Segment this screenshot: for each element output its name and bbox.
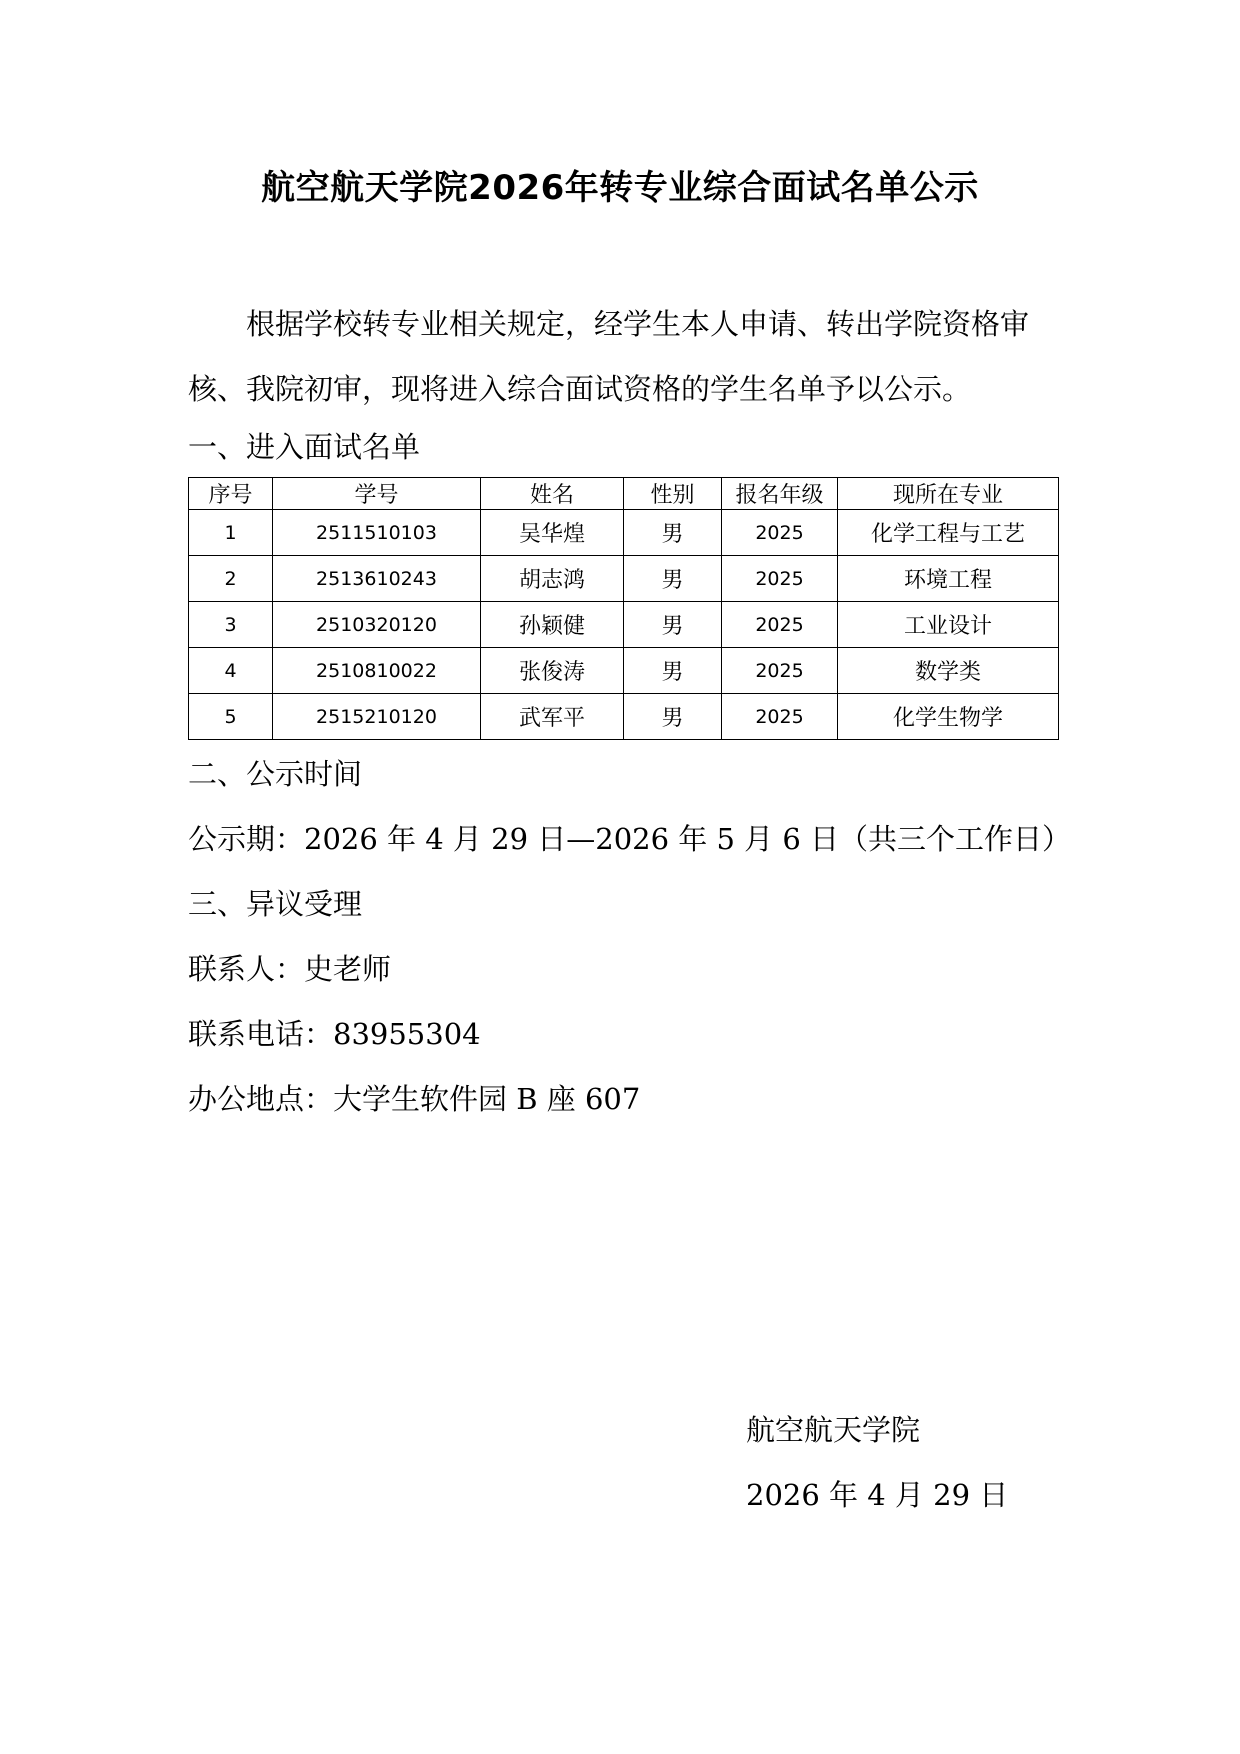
cell-grade: 2025 xyxy=(722,648,838,694)
cell-gender: 男 xyxy=(624,648,722,694)
cell-major: 环境工程 xyxy=(838,556,1059,602)
cell-grade: 2025 xyxy=(722,556,838,602)
cell-name: 孙颖健 xyxy=(481,602,624,648)
table-row xyxy=(189,510,1059,556)
cell-gender: 男 xyxy=(624,510,722,556)
document-title: 航空航天学院2026年转专业综合面试名单公示 xyxy=(261,168,979,208)
intro-paragraph: 根据学校转专业相关规定，经学生本人申请、转出学院资格审核、我院初审，现将进入综合面试资格的学生名单予以公示。 xyxy=(188,307,1030,406)
section3-heading: 三、异议受理 xyxy=(188,887,363,921)
cell-student-id: 2510320120 xyxy=(273,602,481,648)
cell-index: 5 xyxy=(189,694,273,740)
signature-organization: 航空航天学院 xyxy=(746,1413,921,1447)
contact-person: 联系人：史老师 xyxy=(188,952,392,986)
header-grade: 报名年级 xyxy=(722,478,838,510)
header-index: 序号 xyxy=(189,478,273,510)
cell-index: 1 xyxy=(189,510,273,556)
cell-student-id: 2515210120 xyxy=(273,694,481,740)
cell-grade: 2025 xyxy=(722,694,838,740)
cell-major: 化学生物学 xyxy=(838,694,1059,740)
cell-student-id: 2513610243 xyxy=(273,556,481,602)
contact-phone: 联系电话：83955304 xyxy=(188,1017,481,1051)
cell-index: 3 xyxy=(189,602,273,648)
cell-grade: 2025 xyxy=(722,510,838,556)
section2-heading: 二、公示时间 xyxy=(188,757,363,791)
cell-name: 胡志鸿 xyxy=(481,556,624,602)
header-student-id: 学号 xyxy=(273,478,481,510)
interview-list-table xyxy=(188,477,1059,740)
cell-major: 工业设计 xyxy=(838,602,1059,648)
cell-grade: 2025 xyxy=(722,602,838,648)
cell-student-id: 2510810022 xyxy=(273,648,481,694)
header-name: 姓名 xyxy=(481,478,624,510)
signature-date: 2026 年 4 月 29 日 xyxy=(746,1478,1009,1512)
cell-major: 化学工程与工艺 xyxy=(838,510,1059,556)
cell-gender: 男 xyxy=(624,602,722,648)
section1-heading: 一、进入面试名单 xyxy=(188,430,421,464)
cell-gender: 男 xyxy=(624,556,722,602)
cell-name: 武军平 xyxy=(481,694,624,740)
header-major: 现所在专业 xyxy=(838,478,1059,510)
office-location: 办公地点：大学生软件园 B 座 607 xyxy=(188,1082,641,1116)
header-gender: 性别 xyxy=(624,478,722,510)
table-header-row xyxy=(189,478,1059,510)
cell-index: 2 xyxy=(189,556,273,602)
cell-name: 吴华煌 xyxy=(481,510,624,556)
publicity-period: 公示期：2026 年 4 月 29 日—2026 年 5 月 6 日（共三个工作日） xyxy=(188,822,1072,856)
table-row xyxy=(189,556,1059,602)
cell-student-id: 2511510103 xyxy=(273,510,481,556)
table-row xyxy=(189,648,1059,694)
cell-gender: 男 xyxy=(624,694,722,740)
cell-name: 张俊涛 xyxy=(481,648,624,694)
table-row xyxy=(189,602,1059,648)
table-row xyxy=(189,694,1059,740)
cell-index: 4 xyxy=(189,648,273,694)
cell-major: 数学类 xyxy=(838,648,1059,694)
